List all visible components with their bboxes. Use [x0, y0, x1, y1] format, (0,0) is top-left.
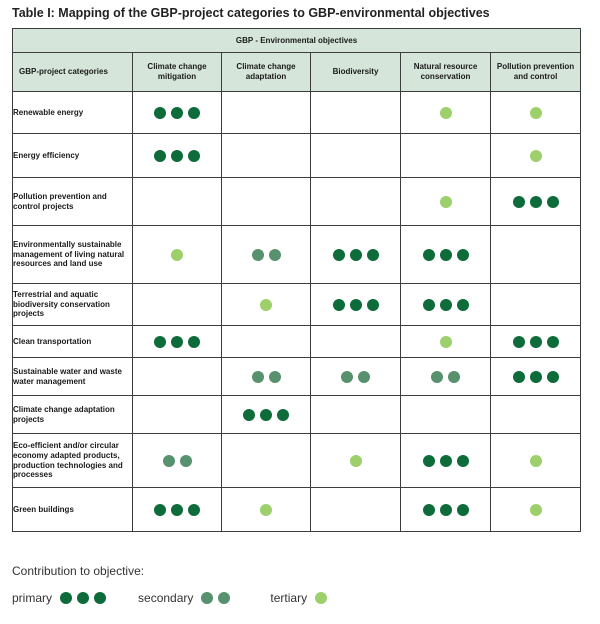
- contribution-cell: [401, 134, 491, 178]
- legend-label: tertiary: [270, 591, 308, 605]
- primary-dot: [350, 299, 362, 311]
- category-label: Energy efficiency: [13, 134, 133, 178]
- primary-dot: [457, 249, 469, 261]
- table-row: [13, 178, 581, 226]
- category-label: Climate change adaptation projects: [13, 396, 133, 434]
- secondary-dot: [252, 371, 264, 383]
- secondary-dot: [269, 371, 281, 383]
- contribution-cell: [133, 434, 222, 488]
- secondary-dot: [341, 371, 353, 383]
- contribution-cell: [133, 134, 222, 178]
- primary-dot: [440, 504, 452, 516]
- primary-dot: [60, 592, 72, 604]
- contribution-cell: [311, 134, 401, 178]
- category-label: Clean transportation: [13, 326, 133, 358]
- legend-label: primary: [12, 591, 53, 605]
- contribution-cell: [401, 326, 491, 358]
- contribution-cell: [311, 396, 401, 434]
- category-column-header: GBP-project categories: [13, 53, 133, 92]
- category-label: Environmentally sustainable management of living natural resources and land use: [13, 226, 133, 284]
- table-row: [13, 134, 581, 178]
- primary-dot: [77, 592, 89, 604]
- tertiary-dot: [530, 150, 542, 162]
- primary-dot: [440, 249, 452, 261]
- contribution-cell: [401, 226, 491, 284]
- primary-dot: [154, 107, 166, 119]
- secondary-dot: [201, 592, 213, 604]
- tertiary-dot: [440, 336, 452, 348]
- tertiary-dot: [530, 455, 542, 467]
- category-label: Eco-efficient and/or circular economy adapted products, production technologies and processes: [13, 434, 133, 488]
- primary-dot: [457, 455, 469, 467]
- tertiary-dot: [171, 249, 183, 261]
- contribution-cell: [491, 396, 581, 434]
- table-row: [13, 326, 581, 358]
- tertiary-dot: [530, 504, 542, 516]
- contribution-cell: [133, 358, 222, 396]
- tertiary-dot: [440, 196, 452, 208]
- primary-dot: [513, 196, 525, 208]
- contribution-cell: [222, 178, 311, 226]
- secondary-dot: [269, 249, 281, 261]
- primary-dot: [243, 409, 255, 421]
- table-row: [13, 488, 581, 532]
- primary-dot: [171, 336, 183, 348]
- contribution-cell: [401, 284, 491, 326]
- secondary-dot: [252, 249, 264, 261]
- legend-label: secondary: [138, 591, 194, 605]
- tertiary-dot: [260, 504, 272, 516]
- contribution-cell: [222, 326, 311, 358]
- primary-dot: [367, 299, 379, 311]
- contribution-cell: [133, 396, 222, 434]
- contribution-cell: [133, 92, 222, 134]
- primary-dot: [423, 504, 435, 516]
- contribution-cell: [222, 226, 311, 284]
- primary-dot: [277, 409, 289, 421]
- contribution-cell: [311, 434, 401, 488]
- category-label: Sustainable water and waste water management: [13, 358, 133, 396]
- contribution-cell: [491, 178, 581, 226]
- legend-title: Contribution to objective:: [12, 564, 145, 578]
- primary-dot: [440, 299, 452, 311]
- primary-dot: [423, 455, 435, 467]
- objective-header: Natural resource conservation: [401, 53, 491, 92]
- contribution-cell: [133, 178, 222, 226]
- primary-dot: [457, 299, 469, 311]
- contribution-cell: [491, 488, 581, 532]
- objective-header: Climate change adaptation: [222, 53, 311, 92]
- primary-dot: [513, 336, 525, 348]
- contribution-cell: [401, 358, 491, 396]
- tertiary-dot: [440, 107, 452, 119]
- legend-item-secondary: [138, 591, 232, 605]
- contribution-cell: [401, 434, 491, 488]
- objective-header: Pollution prevention and control: [491, 53, 581, 92]
- table-row: [13, 358, 581, 396]
- legend: [12, 591, 329, 605]
- primary-dot: [171, 504, 183, 516]
- primary-dot: [154, 150, 166, 162]
- primary-dot: [367, 249, 379, 261]
- tertiary-dot: [350, 455, 362, 467]
- contribution-cell: [491, 226, 581, 284]
- contribution-cell: [222, 92, 311, 134]
- category-label: Green buildings: [13, 488, 133, 532]
- contribution-cell: [311, 92, 401, 134]
- objectives-banner: GBP - Environmental objectives: [13, 29, 581, 53]
- contribution-cell: [222, 358, 311, 396]
- primary-dot: [530, 196, 542, 208]
- contribution-cell: [222, 488, 311, 532]
- objective-header: Climate change mitigation: [133, 53, 222, 92]
- primary-dot: [260, 409, 272, 421]
- primary-dot: [171, 150, 183, 162]
- secondary-dot: [218, 592, 230, 604]
- primary-dot: [423, 249, 435, 261]
- primary-dot: [547, 336, 559, 348]
- primary-dot: [350, 249, 362, 261]
- contribution-cell: [311, 284, 401, 326]
- legend-item-tertiary: [270, 591, 329, 605]
- table-row: [13, 284, 581, 326]
- tertiary-dot: [315, 592, 327, 604]
- mapping-table: [12, 28, 581, 532]
- contribution-cell: [133, 226, 222, 284]
- contribution-cell: [311, 488, 401, 532]
- primary-dot: [188, 504, 200, 516]
- category-label: Renewable energy: [13, 92, 133, 134]
- category-label: Pollution prevention and control projects: [13, 178, 133, 226]
- table-row: [13, 226, 581, 284]
- primary-dot: [530, 371, 542, 383]
- secondary-dot: [431, 371, 443, 383]
- legend-item-primary: [12, 591, 108, 605]
- primary-dot: [171, 107, 183, 119]
- contribution-cell: [401, 178, 491, 226]
- contribution-cell: [491, 326, 581, 358]
- primary-dot: [333, 249, 345, 261]
- table-row: [13, 396, 581, 434]
- primary-dot: [547, 196, 559, 208]
- primary-dot: [94, 592, 106, 604]
- secondary-dot: [163, 455, 175, 467]
- contribution-cell: [401, 92, 491, 134]
- contribution-cell: [133, 284, 222, 326]
- contribution-cell: [222, 134, 311, 178]
- primary-dot: [530, 336, 542, 348]
- contribution-cell: [491, 134, 581, 178]
- table-row: [13, 92, 581, 134]
- contribution-cell: [133, 326, 222, 358]
- contribution-cell: [222, 396, 311, 434]
- primary-dot: [154, 336, 166, 348]
- category-label: Terrestrial and aquatic biodiversity conservation projects: [13, 284, 133, 326]
- tertiary-dot: [260, 299, 272, 311]
- primary-dot: [333, 299, 345, 311]
- contribution-cell: [133, 488, 222, 532]
- secondary-dot: [358, 371, 370, 383]
- contribution-cell: [311, 326, 401, 358]
- contribution-cell: [311, 178, 401, 226]
- primary-dot: [513, 371, 525, 383]
- contribution-cell: [491, 284, 581, 326]
- contribution-cell: [222, 434, 311, 488]
- table-title: Table I: Mapping of the GBP-project categories to GBP-environmental objectives: [12, 6, 490, 20]
- contribution-cell: [491, 92, 581, 134]
- primary-dot: [188, 150, 200, 162]
- contribution-cell: [491, 434, 581, 488]
- primary-dot: [423, 299, 435, 311]
- contribution-cell: [222, 284, 311, 326]
- secondary-dot: [448, 371, 460, 383]
- primary-dot: [440, 455, 452, 467]
- objective-header: Biodiversity: [311, 53, 401, 92]
- primary-dot: [188, 107, 200, 119]
- contribution-cell: [311, 358, 401, 396]
- primary-dot: [547, 371, 559, 383]
- table-row: [13, 434, 581, 488]
- primary-dot: [457, 504, 469, 516]
- primary-dot: [188, 336, 200, 348]
- contribution-cell: [401, 396, 491, 434]
- contribution-cell: [491, 358, 581, 396]
- primary-dot: [154, 504, 166, 516]
- tertiary-dot: [530, 107, 542, 119]
- secondary-dot: [180, 455, 192, 467]
- contribution-cell: [311, 226, 401, 284]
- contribution-cell: [401, 488, 491, 532]
